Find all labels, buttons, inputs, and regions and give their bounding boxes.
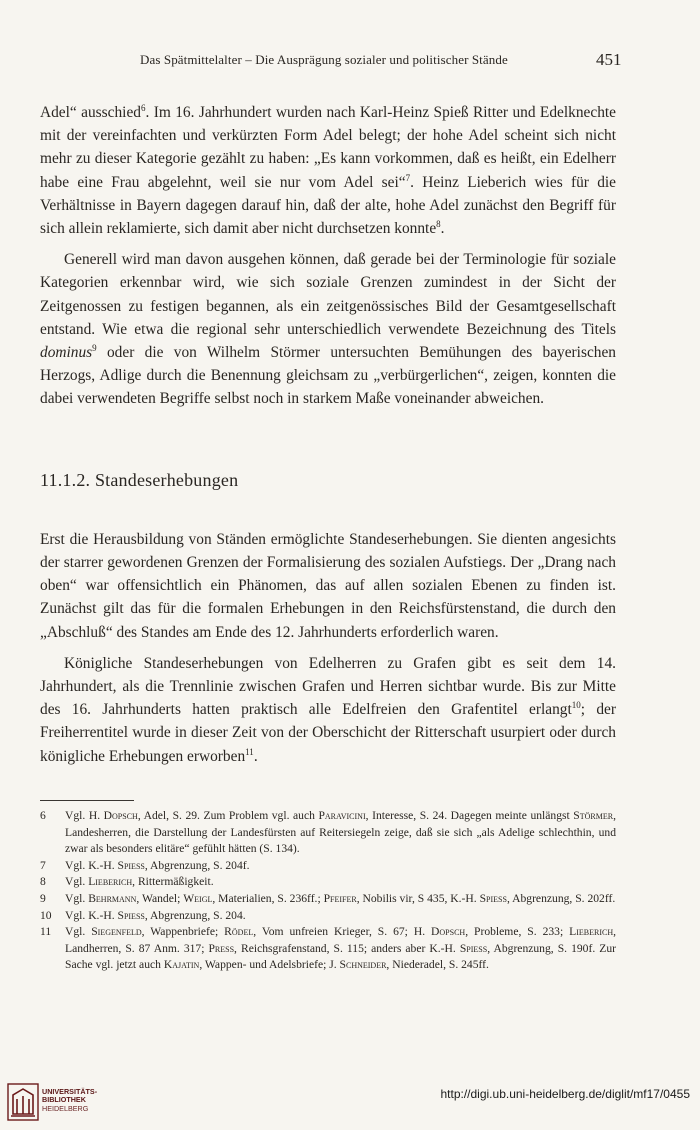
author-name: Lieberich xyxy=(88,875,133,889)
footnote-reference[interactable]: 9 xyxy=(92,342,97,353)
author-name: Spiess xyxy=(117,858,145,872)
italic-term: dominus xyxy=(40,344,93,362)
paragraph: Adel“ ausschied$^6$. Im 16. Jahrhundert wurden nach Karl-Heinz Spieß Ritter und Edelknechte mit der vereinfachten und verkürzten Form Adel belegt; der hohe Adel scheint sich nicht mehr zu dieser Kategorie gezählt zu haben: „Es kann vorkommen, daß es heißt, ein Edelherr habe eine Frau abgelehnt, weil sie nur vom Adel sei“$^7$. Heinz Lieberich wies für die Verhältnisse in Bayern dagegen darauf hin, daß der alte, hohe Adel zunächst den Begriff für sich allein reklamierte, sich damit aber nicht durchsetzen konnte$^8$. xyxy=(40,102,616,238)
footnote: 6 Vgl. H. Dopsch, Adel, S. 29. Zum Problem vgl. auch Paravicini, Interesse, S. 24. Dagegen meinte unlängst Störmer, Landesherren, die Darstellung der Landesfürsten auf Reitersiegeln zeige, daß sie sich „als Adelige schlechthin, und zwar als besonders elitäre“ gefühlt hätten (S. 134). xyxy=(40,809,616,856)
author-name: Press xyxy=(208,941,235,955)
footnote-number: 10 xyxy=(40,908,52,922)
author-name: Behrmann xyxy=(88,891,137,905)
author-name: Störmer xyxy=(573,809,614,822)
footnote-reference[interactable]: 6 xyxy=(140,102,146,113)
running-title: Das Spätmittelalter – Die Ausprägung sozialer und politischer Stände xyxy=(140,52,508,67)
footnote-number: 6 xyxy=(40,809,46,822)
author-name: Spiess xyxy=(479,891,507,905)
library-name xyxy=(42,1088,97,1113)
footnote: 7 Vgl. K.-H. Spiess, Abgrenzung, S. 204f. xyxy=(40,858,616,875)
library-logo-icon[interactable] xyxy=(7,1083,39,1121)
section-heading xyxy=(40,469,616,492)
footnote-number: 7 xyxy=(40,858,46,872)
footnote-number: 11 xyxy=(40,925,52,939)
author-name: Schneider xyxy=(339,958,387,972)
author-name: Siegenfeld xyxy=(91,925,142,939)
author-name: Dopsch xyxy=(431,925,466,939)
footer xyxy=(0,1080,700,1130)
running-head xyxy=(0,50,700,72)
footnotes xyxy=(40,808,616,974)
footnote: 10 Vgl. K.-H. Spiess, Abgrenzung, S. 204. xyxy=(40,908,616,925)
body-text xyxy=(40,101,616,768)
library-name-line: BIBLIOTHEK xyxy=(42,1095,86,1105)
footnote-reference[interactable]: 7 xyxy=(405,172,411,183)
footnote-rule xyxy=(40,800,134,801)
page-url-link[interactable]: http://digi.ub.uni-heidelberg.de/diglit/mf17/0455 xyxy=(440,1087,690,1101)
paragraph: Erst die Herausbildung von Ständen ermöglichte Standeserhebungen. Sie dienten angesichts der starrer gewordenen Grenzen der Formalisierung des sozialen Aufstiegs. Der „Drang nach oben“ war offensichtlich ein Phänomen, das auf allen sozialen Ebenen zu finden ist. Zunächst gilt das für die formalen Erhebungen in den Reichsfürstenstand, die durch den „Abschluß“ des Standes am Ende des 12. Jahrhunderts erforderlich waren. xyxy=(40,530,616,641)
footnote-number: 8 xyxy=(40,875,46,889)
author-name: Spiess xyxy=(459,941,488,955)
author-name: Paravicini xyxy=(318,809,366,822)
footnote: 9 Vgl. Behrmann, Wandel; Weigl, Materialien, S. 236ff.; Pfeifer, Nobilis vir, S 435, K.-H. Spiess, Abgrenzung, S. 202ff. xyxy=(40,891,616,908)
library-name-line: HEIDELBERG xyxy=(42,1103,89,1113)
author-name: Pfeifer xyxy=(323,891,357,905)
footnote-reference[interactable]: 10 xyxy=(571,700,581,711)
author-name: Dopsch xyxy=(103,809,138,822)
author-name: Rödel xyxy=(224,925,254,939)
library-name-line: UNIVERSITÄTS- xyxy=(42,1087,98,1096)
footnote-reference[interactable]: 11 xyxy=(245,746,254,757)
footnote-reference[interactable]: 8 xyxy=(436,218,441,229)
author-name: Spiess xyxy=(117,908,145,922)
author-name: Lieberich xyxy=(569,925,614,939)
section-title: Standeserhebungen xyxy=(94,469,239,490)
page-number: 451 xyxy=(596,50,622,69)
footnote: 11 Vgl. Siegenfeld, Wappenbriefe; Rödel, Vom unfreien Krieger, S. 67; H. Dopsch, Probleme, S. 233; Lieberich, Landherren, S. 87 Anm. 317; Press, Reichsgrafenstand, S. 115; anders aber K.-H. Spiess, Abgrenzung, S. 190f. Zur Sache vgl. jetzt auch Kajatin, Wappen- und Adelsbriefe; J. Schneider, Niederadel, S. 245ff. xyxy=(40,925,616,972)
footnote-number: 9 xyxy=(40,891,46,905)
paragraph: Generell wird man davon ausgehen können, daß gerade bei der Terminologie für soziale Kategorien erkennbar wird, wie sich soziale Grenzen zumindest in der Sicht der Zeitgenossen zu festigen begannen, als ein zeitgenössisches Bild der Gesamtgesellschaft entstand. Wie etwa die regional sehr unterschiedlich verwendete Bezeichnung des Titels dominus$^9$ oder die von Wilhelm Störmer untersuchten Bemühungen des bayerischen Herzogs, Adlige durch die Benennung gleichsam zu „verbürgerlichen“, zeigen, konnten die dabei verwendeten Begriffe selbst noch in starkem Maße voneinander abweichen. xyxy=(40,251,616,408)
section-number: 11.1.2. xyxy=(40,469,91,490)
footnote: 8 Vgl. Lieberich, Rittermäßigkeit. xyxy=(40,874,616,891)
author-name: Weigl xyxy=(183,891,213,905)
author-name: Kajatin xyxy=(163,958,200,972)
paragraph: Königliche Standeserhebungen von Edelherren zu Grafen gibt es seit dem 14. Jahrhundert, als die Trennlinie zwischen Grafen und Herren sichtbar wurde. Bis zur Mitte des 16. Jahrhunderts hatten praktisch alle Edelfreien den Grafentitel erlangt$^{10}$; der Freiherrentitel wurde in dieser Zeit von der Oberschicht der Ritterschaft usurpiert oder durch königliche Erhebungen erworben$^{11}$. xyxy=(40,654,616,765)
